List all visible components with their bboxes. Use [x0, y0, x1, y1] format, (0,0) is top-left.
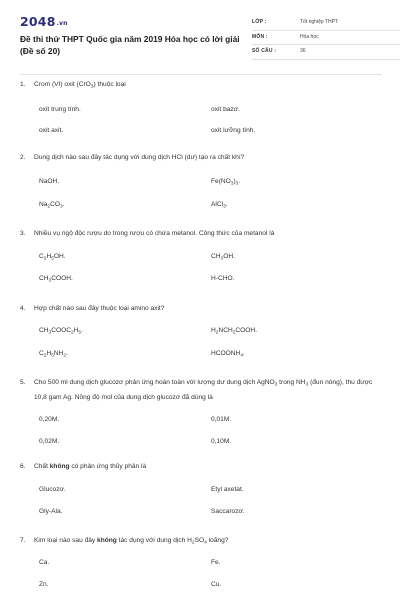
option-c[interactable]: $Na_2CO_3$. [39, 201, 65, 210]
option-a[interactable]: Ca. [39, 559, 50, 566]
option-c[interactable]: Gly-Ala. [39, 508, 63, 515]
option-d[interactable]: AlCl$_3$. [211, 201, 228, 210]
option-d[interactable]: Saccarozơ. [211, 508, 245, 515]
option-b[interactable]: Etyl axetat. [211, 486, 244, 493]
option-c[interactable]: 0,02M. [39, 438, 60, 445]
option-d[interactable]: oxit lưỡng tính. [211, 127, 256, 134]
option-b[interactable]: oxit bazơ. [211, 106, 240, 113]
meta-key: MÔN : [252, 33, 268, 40]
option-a[interactable]: oxit trung tính. [39, 106, 81, 113]
question-stem: 7. Kim loại nào sau đây không tác dụng với dung dịch $H_2SO_4$ loãng? [20, 537, 229, 546]
option-d[interactable]: 0,10M. [211, 438, 232, 445]
header-divider [20, 74, 382, 75]
question-stem: 3. Nhiều vụ ngộ độc rượu do trong rượu có chứa metanol. Công thức của metanol là [20, 228, 382, 240]
option-c[interactable]: $C_2H_5NH_2$. [39, 350, 68, 359]
question-2 [20, 152, 382, 210]
option-b[interactable]: $CH_3OH$. [211, 253, 235, 262]
question-number: 2. [20, 154, 26, 161]
question-6 [20, 461, 382, 515]
question-stem: 1. Crom (VI) oxit (CrO$_3$) thuộc loại [20, 81, 126, 90]
meta-value: 36 [300, 48, 306, 54]
site-logo[interactable] [20, 14, 68, 29]
option-b[interactable]: $H_2NCH_2COOH$. [211, 327, 258, 336]
question-4 [20, 303, 382, 359]
question-stem: 4. Hợp chất nào sau đây thuộc loại amino axit? [20, 303, 382, 315]
question-stem: 6. Chất không có phản ứng thủy phân là [20, 461, 382, 473]
question-7 [20, 535, 382, 588]
meta-row-class [252, 16, 400, 31]
meta-key: SỐ CÂU : [252, 48, 277, 54]
meta-value: Tốt nghiệp THPT [300, 19, 338, 25]
document-title: Đề thi thử THPT Quốc gia năm 2019 Hóa học có lời giải (Đề số 20) [20, 34, 240, 56]
option-c[interactable]: oxit axit. [39, 127, 64, 134]
question-number: 3. [20, 230, 26, 237]
question-number: 6. [20, 463, 26, 470]
question-number: 5. [20, 379, 26, 386]
question-stem: 5. Cho 500 ml dung dịch glucozơ phản ứng hoàn toàn với lượng dư dung dịch AgNO$_3$ trong $NH_3$ (đun nóng), thu được 10,8 gam Ag. Nồng độ mol của dung dịch glucozơ đã dùng là [20, 379, 373, 401]
option-b[interactable]: 0,01M. [211, 416, 232, 423]
option-b[interactable]: Fe. [211, 559, 221, 566]
meta-row-subject [252, 31, 400, 46]
option-a[interactable]: $CH_3COOC_2H_5$. [39, 327, 83, 336]
option-c[interactable]: Zn. [39, 581, 49, 588]
option-a[interactable]: NaOH. [39, 178, 60, 185]
question-5 [20, 377, 382, 445]
logo-text: 2048 [20, 14, 56, 29]
question-number: 4. [20, 305, 26, 312]
emphasis-not: không [49, 463, 70, 470]
logo-suffix: .vn [56, 20, 68, 27]
option-a[interactable]: 0,20M. [39, 416, 60, 423]
emphasis-not: không [97, 537, 117, 544]
document-meta [252, 16, 400, 60]
question-number: 1. [20, 81, 26, 88]
option-d[interactable]: Cu. [211, 581, 222, 588]
meta-key: LỚP : [252, 19, 267, 25]
question-3 [20, 228, 382, 284]
option-d[interactable]: H-CHO. [211, 275, 235, 282]
question-number: 7. [20, 537, 26, 544]
option-d[interactable]: $HCOONH_4$. [211, 350, 245, 359]
question-stem: 2. Dung dịch nào sau đây tác dụng với dung dịch HCl (dư) tạo ra chất khí? [20, 152, 382, 164]
question-1 [20, 79, 382, 134]
document-header [20, 14, 382, 72]
option-b[interactable]: $Fe(NO_3)_3$. [211, 178, 241, 187]
meta-row-question-count [252, 45, 400, 60]
option-c[interactable]: $CH_3COOH$. [39, 275, 73, 284]
option-a[interactable]: Glucozơ. [39, 486, 66, 493]
meta-value: Hóa học [300, 33, 319, 40]
option-a[interactable]: $C_2H_5OH$. [39, 253, 66, 262]
